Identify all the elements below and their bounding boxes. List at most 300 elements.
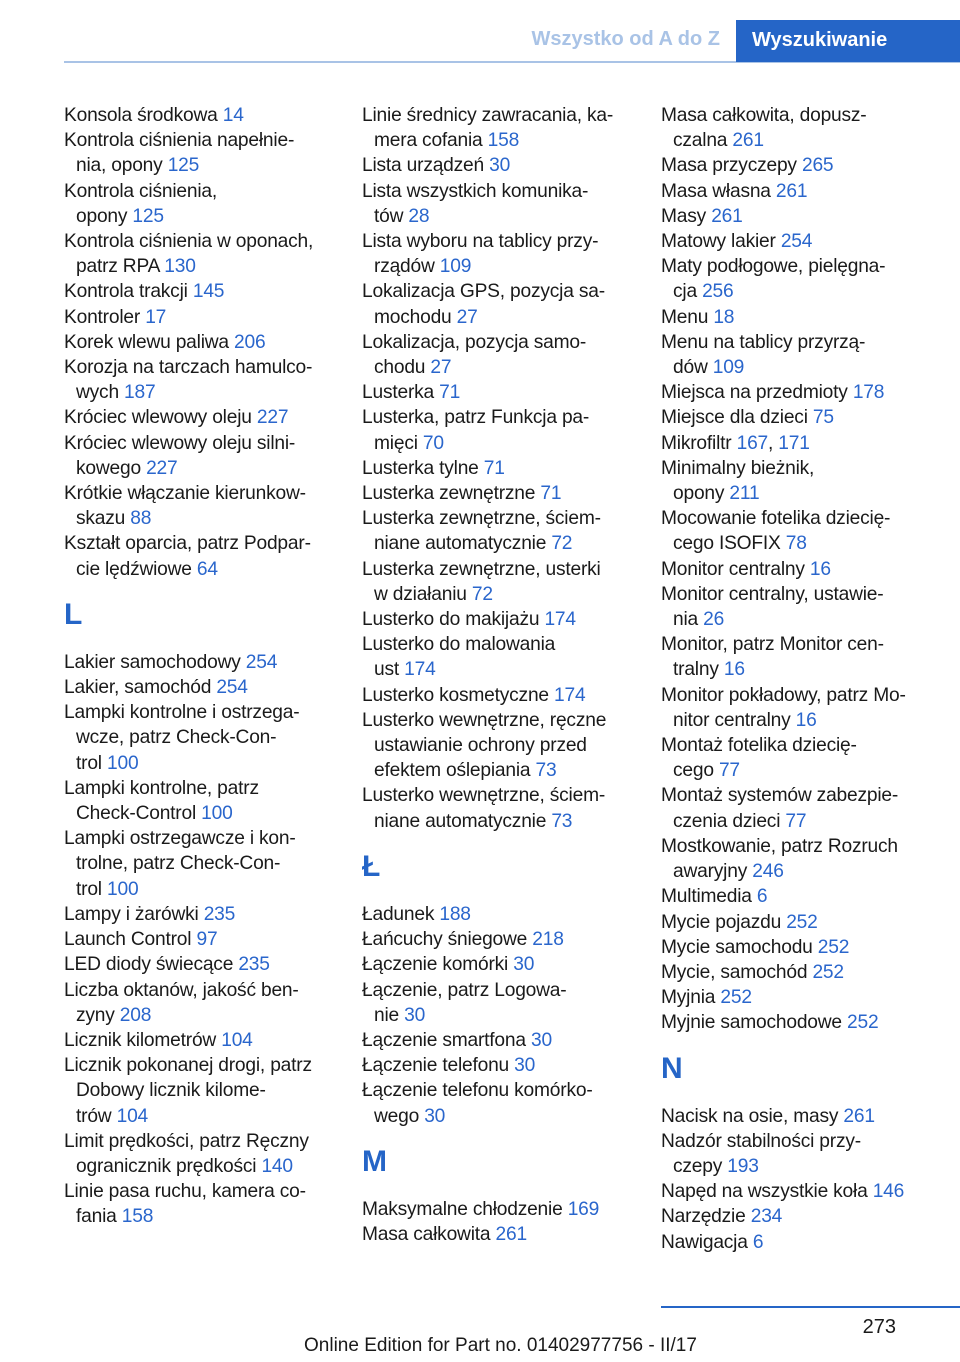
index-entry [362,557,634,607]
page-link[interactable]: 252 [720,987,752,1009]
index-entry [64,952,336,977]
page-link[interactable]: 252 [786,911,818,933]
index-column-3 [661,103,933,1255]
index-entry [362,456,634,481]
index-entry [661,103,933,153]
index-entry-text: Lista urządzeń [362,155,490,177]
index-entry-text: Miejsca na przedmioty [661,382,853,404]
index-entry-text: Lusterka zewnętrzne [362,483,541,505]
index-entry [661,783,933,833]
page-link[interactable]: 64 [196,558,218,580]
index-entry-text: dów [673,357,713,379]
index-entry-text: ogranicznik prędkości [76,1155,262,1177]
page-link[interactable]: 252 [812,961,844,983]
index-entry-text: czalna [673,130,733,152]
index-entry-text: Lusterka tylne [362,457,484,479]
index-entry-text: Narzędzie [661,1206,751,1228]
page-link[interactable]: 17 [145,306,167,328]
index-entry-text: Dobowy licznik kilome- [76,1080,266,1102]
page-link[interactable]: 30 [530,1029,552,1051]
page-link[interactable]: 261 [843,1105,875,1127]
index-entry-text: czepy [673,1155,728,1177]
index-entry-text: Maty podłogowe, pielęgna- [661,256,886,278]
index-entry-text: Menu na tablicy przyrzą- [661,331,866,353]
page-link[interactable]: 178 [852,382,885,404]
index-entry-text: Monitor pokładowy, patrz Mo- [661,684,906,706]
index-entry [362,330,634,380]
index-entry-text: cie lędźwiowe [76,558,197,580]
index-entry [661,254,933,304]
index-entry [362,607,634,632]
index-entry [362,683,634,708]
index-entry [661,1179,933,1204]
index-entry-text: Montaż fotelika dziecię- [661,735,857,757]
page-link[interactable]: 167 [736,432,769,454]
page-number: 273 [862,1316,896,1338]
index-entry-text: Korek wlewu paliwa [64,331,235,353]
index-entry [64,330,336,355]
index-entry [64,700,336,776]
page-link[interactable]: 28 [408,205,430,227]
index-entry-text: Monitor, patrz Monitor cen- [661,634,884,656]
page-link[interactable]: 75 [812,407,834,429]
page-link[interactable]: 77 [718,760,740,782]
index-entry-text: kowego [76,457,147,479]
index-entry [661,1010,933,1035]
index-entry [661,1104,933,1129]
index-entry [64,927,336,952]
index-entry-text: mięci [374,432,423,454]
index-entry-text: Łańcuchy śniegowe [362,929,533,951]
index-entry-text: opony [673,483,730,505]
index-entry [661,305,933,330]
index-entry-text: ust [374,659,405,681]
index-entry [362,783,634,833]
index-entry [362,229,634,279]
index-entry-text: Lusterko do makijażu [362,609,545,631]
index-entry-text: niane automatycznie [374,533,552,555]
index-entry-text: Lokalizacja GPS, pozycja sa- [362,281,605,303]
index-entry [64,531,336,581]
page-link[interactable]: 77 [785,810,807,832]
index-entry [362,1197,634,1222]
index-entry-text: Lampki kontrolne i ostrzega- [64,702,300,724]
index-entry [661,153,933,178]
index-entry [64,355,336,405]
index-entry-text: Masa przyczepy [661,155,802,177]
index-entry-text: wcze, patrz Check-Con- [76,727,277,749]
page-link[interactable]: 246 [752,861,784,883]
index-entry-text: Lusterko wewnętrzne, ściem- [362,785,606,807]
index-entry-text: Króciec wlewowy oleju silni- [64,432,296,454]
index-entry [661,1230,933,1255]
index-entry-text: Lusterka [362,382,440,404]
index-entry [64,1129,336,1179]
page-link[interactable]: 30 [489,155,511,177]
index-entry-text: Lakier, samochód [64,677,217,699]
index-column-2 [362,103,634,1247]
index-entry-text: wych [76,382,125,404]
index-entry-text: Napęd na wszystkie koła [661,1181,873,1203]
page-link[interactable]: 188 [439,903,471,925]
index-entry-text: Monitor centralny [661,558,810,580]
page-link[interactable]: 26 [703,609,725,631]
index-entry-text: Mocowanie fotelika dziecię- [661,508,891,530]
index-entry-text: Kontrola ciśnienia w oponach, [64,231,314,253]
index-entry-text: LED diody świecące [64,954,239,976]
index-entry-text: Lokalizacja, pozycja samo- [362,331,587,353]
index-entry-text: Lusterka zewnętrzne, ściem- [362,508,601,530]
index-entry [64,978,336,1028]
page-link[interactable]: 100 [107,752,139,774]
index-entry-text: Lampki ostrzegawcze i kon- [64,828,296,850]
index-entry-text: Kontroler [64,306,146,328]
index-entry-text: Lakier samochodowy [64,651,246,673]
index-entry [64,1179,336,1229]
index-entry-text: Myjnie samochodowe [661,1012,848,1034]
page-link[interactable]: 256 [702,281,734,303]
page-link[interactable]: 100 [107,878,139,900]
page-link[interactable]: 208 [119,1004,152,1026]
index-entry [661,1129,933,1179]
index-entry-text: Masa całkowita, dopusz- [661,105,867,126]
index-entry-text: trol [76,878,107,900]
page-link[interactable]: 174 [544,609,576,631]
index-entry-text: efektem oślepiania [374,760,536,782]
index-entry [362,405,634,455]
index-entry-text: Liczba oktanów, jakość ben- [64,979,299,1001]
header-tab-search[interactable]: Wyszukiwanie [736,20,960,62]
index-entry-text: Łączenie, patrz Logowa- [362,979,567,1001]
index-entry-text: Krótkie włączanie kierunkow- [64,483,306,505]
index-entry-text: Kontrola ciśnienia napełnie- [64,130,295,152]
index-entry [362,103,634,153]
page-link[interactable]: 193 [727,1155,759,1177]
page-link[interactable]: 140 [261,1155,293,1177]
index-entry-text: cego ISOFIX [673,533,786,555]
page-link[interactable]: 261 [775,180,808,202]
index-entry [64,650,336,675]
page-link[interactable]: 71 [540,483,562,505]
page-link[interactable]: 27 [430,357,452,379]
index-entry [64,128,336,178]
index-entry-text: Lusterko do malowania [362,634,556,656]
index-entry [661,179,933,204]
page-link[interactable]: 254 [245,651,278,673]
index-entry-text: Łączenie komórki [362,954,514,976]
index-entry-text: ustawianie ochrony przed [374,735,587,757]
index-entry-text: Mycie samochodu [661,936,818,958]
page-link[interactable]: 78 [785,533,807,555]
index-entry-text: Lusterka, patrz Funkcja pa- [362,407,590,429]
index-entry [661,632,933,682]
index-entry [64,776,336,826]
index-entry-text: trol [76,752,107,774]
index-entry-text: nia, opony [76,155,168,177]
page-link[interactable]: 104 [221,1029,253,1051]
index-entry-text: Licznik kilometrów [64,1029,222,1051]
index-entry-text: Nawigacja [661,1231,753,1253]
index-entry [362,153,634,178]
index-letter-heading: N [661,1051,683,1085]
index-entry [362,506,634,556]
index-entry-text: Masa własna [661,180,776,202]
index-entry [64,481,336,531]
index-entry-text: Linie pasa ruchu, kamera co- [64,1181,306,1203]
page-link[interactable]: 30 [404,1004,426,1026]
page-link[interactable]: 6 [756,886,768,908]
index-entry [661,506,933,556]
page-link[interactable]: 146 [872,1181,905,1203]
page-link[interactable]: 100 [201,803,233,825]
page-link[interactable]: 174 [554,684,586,706]
index-entry [362,279,634,329]
index-letter-heading: L [64,597,83,631]
index-entry-text: nie [374,1004,405,1026]
index-entry [64,826,336,902]
index-entry [362,927,634,952]
footer-edition: Online Edition for Part no. 01402977756 - II/17 [304,1335,697,1356]
page-link[interactable]: 30 [424,1105,446,1127]
page-link[interactable]: 130 [164,256,196,278]
page-link[interactable]: 16 [795,709,817,731]
index-entry [362,952,634,977]
index-entry-text: Mycie pojazdu [661,911,787,933]
index-entry [362,179,634,229]
page-link[interactable]: 227 [146,457,178,479]
page-link[interactable]: 18 [713,306,735,328]
index-entry [64,229,336,279]
index-entry-text: Lampy i żarówki [64,903,204,925]
index-entry-text: Króciec wlewowy oleju [64,407,257,429]
index-entry [64,405,336,430]
page-link[interactable]: 218 [532,929,564,951]
page-link[interactable]: 252 [847,1012,879,1034]
page-link[interactable]: 88 [130,508,152,530]
index-entry-text: Korozja na tarczach hamulco- [64,357,313,379]
index-entry [64,305,336,330]
index-entry [661,985,933,1010]
index-entry-text: Matowy lakier [661,231,781,253]
page-link[interactable]: 30 [513,954,535,976]
page-link[interactable]: 16 [809,558,831,580]
page-link[interactable]: 145 [192,281,225,303]
page-link[interactable]: 252 [817,936,850,958]
page-link[interactable]: 14 [222,105,244,126]
index-entry [661,1204,933,1229]
index-entry [362,1078,634,1128]
index-entry-text: cja [673,281,703,303]
page-link[interactable]: 171 [778,432,810,454]
index-entry-text: opony [76,205,133,227]
index-entry [661,582,933,632]
page-link[interactable]: 261 [711,205,743,227]
index-column-1 [64,103,336,1230]
index-entry-text: Linie średnicy zawracania, ka- [362,105,614,126]
index-entry-text: Kształt oparcia, patrz Podpar- [64,533,311,555]
index-entry-text: Łączenie telefonu komórko- [362,1080,593,1102]
index-entry-text: awaryjny [673,861,753,883]
index-entry [661,456,933,506]
index-letter-heading: M [362,1144,387,1178]
index-entry-text: patrz RPA [76,256,165,278]
index-entry [362,902,634,927]
page-link[interactable]: 227 [256,407,289,429]
index-entry-text: Lista wyboru na tablicy przy- [362,231,599,253]
index-entry-text: Lista wszystkich komunika- [362,180,589,202]
index-entry [362,632,634,682]
index-entry [362,380,634,405]
index-entry-text: nitor centralny [673,709,796,731]
index-entry-text: Nadzór stabilności przy- [661,1130,861,1152]
index-entry-text: Limit prędkości, patrz Ręczny [64,1130,309,1152]
index-entry-text: Lusterka zewnętrzne, usterki [362,558,601,580]
page-link[interactable]: 71 [483,457,505,479]
index-entry-text: Montaż systemów zabezpie- [661,785,899,807]
index-entry [362,978,634,1028]
index-letter-heading: Ł [362,849,381,883]
index-entry [661,229,933,254]
index-entry [661,910,933,935]
page-link[interactable]: 71 [439,382,461,404]
index-entry-text: czenia dzieci [673,810,786,832]
index-entry-text: wego [374,1105,425,1127]
page-link[interactable]: 187 [124,382,156,404]
page-link[interactable]: 6 [752,1231,764,1253]
page-link[interactable]: 72 [551,533,573,555]
index-entry-text: Masy [661,205,712,227]
page-link[interactable]: 30 [514,1055,536,1077]
page-link[interactable]: 109 [439,256,472,278]
header-section-title: Wszystko od A do Z [531,28,720,50]
page-link[interactable]: 254 [780,231,813,253]
index-entry-text: Maksymalne chłodzenie [362,1198,568,1220]
page-link[interactable]: 158 [487,130,520,152]
page-link[interactable]: 73 [535,760,557,782]
page-link[interactable]: 235 [238,954,270,976]
index-entry-text: Multimedia [661,886,757,908]
page-link[interactable]: 234 [750,1206,783,1228]
index-entry [64,902,336,927]
index-entry-text: Ładunek [362,903,440,925]
page-link[interactable]: 206 [234,331,266,353]
index-entry [362,1222,634,1247]
index-entry-text: w działaniu [374,583,472,605]
index-entry [362,708,634,784]
index-entry-text: Menu [661,306,714,328]
index-entry-text: Lusterko kosmetyczne [362,684,555,706]
index-entry-text: tów [374,205,409,227]
index-entry [64,103,336,128]
index-entry [64,675,336,700]
index-entry-text: Licznik pokonanej drogi, patrz [64,1055,312,1077]
index-entry-text: chodu [374,357,431,379]
index-entry [661,960,933,985]
page-link[interactable]: 169 [567,1198,600,1220]
index-entry-text: mochodu [374,306,457,328]
index-entry-text: Kontrola trakcji [64,281,193,303]
index-entry-text: Myjnia [661,987,721,1009]
footer-rule [661,1306,960,1308]
page-link[interactable]: 16 [723,659,745,681]
page-link[interactable]: 158 [121,1206,154,1228]
index-entry-text: tralny [673,659,724,681]
index-entry-text: trolne, patrz Check-Con- [76,853,281,875]
index-entry [661,834,933,884]
index-entry-text: trów [76,1105,117,1127]
page-link[interactable]: 72 [471,583,493,605]
index-entry-text: mera cofania [374,130,488,152]
page-link[interactable]: 261 [732,130,764,152]
index-entry [362,1028,634,1053]
page-link[interactable]: 27 [456,306,478,328]
index-entry [362,481,634,506]
index-entry-text: Monitor centralny, ustawie- [661,583,884,605]
index-entry-text: niane automatycznie [374,810,552,832]
index-entry-text: fania [76,1206,122,1228]
index-entry-text: Miejsce dla dzieci [661,407,813,429]
index-entry [362,1053,634,1078]
page-link[interactable]: 174 [404,659,436,681]
index-entry-text: Check-Control [76,803,202,825]
index-entry-text: Mikrofiltr [661,432,737,454]
index-entry [661,405,933,430]
page-link[interactable]: 254 [216,677,248,699]
page-link[interactable]: 125 [167,155,200,177]
index-entry [64,1028,336,1053]
index-entry-text: Łączenie telefonu [362,1055,515,1077]
index-entry-text: skazu [76,508,131,530]
index-entry [661,380,933,405]
index-entry-text: Mycie, samochód [661,961,813,983]
index-entry [64,279,336,304]
index-entry [64,179,336,229]
page-link[interactable]: 235 [203,903,236,925]
page-link[interactable]: 73 [551,810,573,832]
page-link[interactable]: 265 [801,155,834,177]
page-link[interactable]: 261 [495,1223,527,1245]
index-entry [661,683,933,733]
index-entry: Mikrofiltr 167, 171 [661,432,810,454]
index-entry-text: Launch Control [64,929,197,951]
index-entry-text: zyny [76,1004,120,1026]
index-entry [661,204,933,229]
index-entry [661,557,933,582]
index-entry-text: Kontrola ciśnienia, [64,180,217,202]
index-entry-text: Masa całkowita [362,1223,496,1245]
index-entry-text: Lusterko wewnętrzne, ręczne [362,709,607,731]
index-entry [64,1053,336,1129]
page-link[interactable]: 211 [729,483,760,505]
index-entry-text: Minimalny bieżnik, [661,457,815,479]
index-entry [661,733,933,783]
index-entry [661,330,933,380]
index-entry-text: Mostkowanie, patrz Rozruch [661,835,898,857]
index-entry-text: Konsola środkowa [64,105,223,126]
index-entry-text: rządów [374,256,440,278]
index-entry [661,935,933,960]
index-entry-text: cego [673,760,719,782]
index-entry [64,431,336,481]
index-entry-text: Nacisk na osie, masy [661,1105,844,1127]
page-link[interactable]: 70 [422,432,444,454]
index-entry-text: nia [673,609,704,631]
page-link[interactable]: 104 [116,1105,149,1127]
page-link[interactable]: 97 [196,929,218,951]
page-link[interactable]: 125 [132,205,164,227]
index-entry-text: Łączenie smartfona [362,1029,531,1051]
page-link[interactable]: 109 [712,357,745,379]
